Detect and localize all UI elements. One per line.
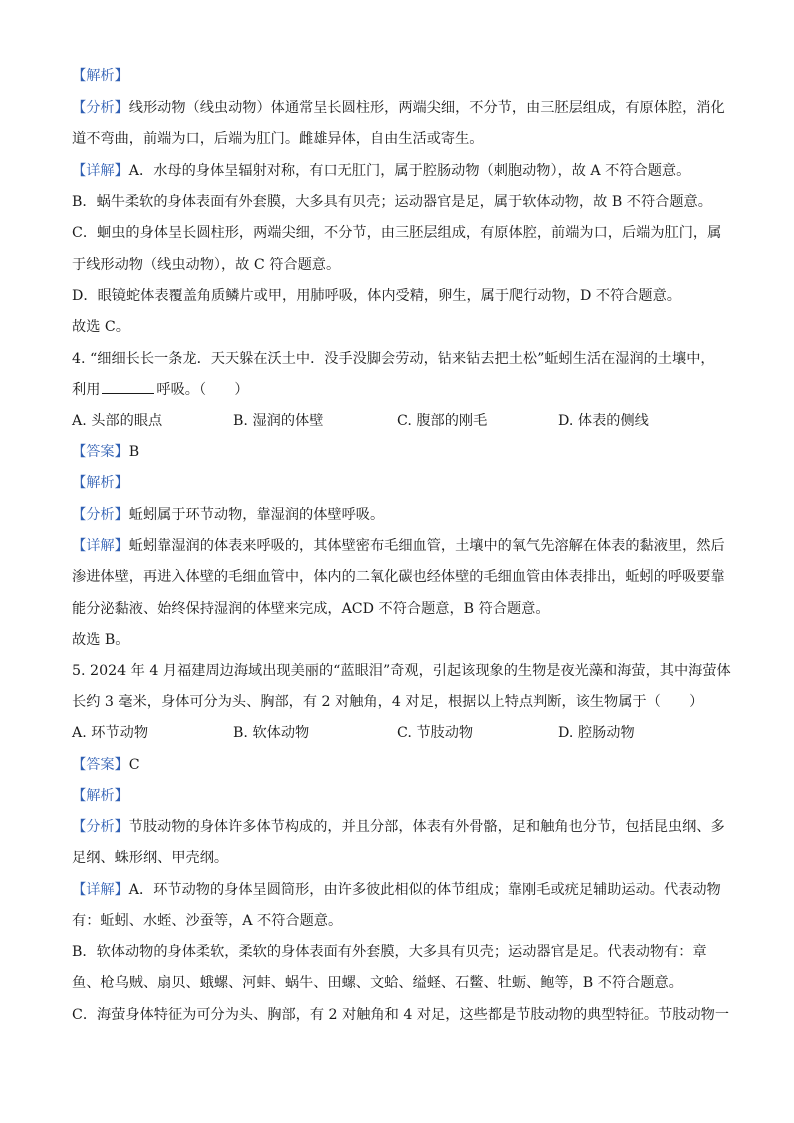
xiangjie-tag: 【详解】 bbox=[72, 163, 129, 179]
jiexi-tag: 【解析】 bbox=[72, 68, 129, 84]
q5-stem-line-2: 长约 3 毫米，身体可分为头、胸部，有 2 对触角，4 对足，根据以上特点判断，该生物属于（ ） bbox=[72, 694, 704, 710]
q5-option-b-explanation-1: B．软体动物的身体柔软，柔软的身体表面有外套膜，大多具有贝壳；运动器官是足。代表动物有：章 bbox=[72, 944, 707, 960]
jiexi-tag: 【解析】 bbox=[72, 475, 129, 491]
q5-option-b: B. 软体动物 bbox=[233, 725, 310, 741]
q5-fenxi-line-2: 足纲、蛛形纲、甲壳纲。 bbox=[72, 850, 229, 866]
answer-blank bbox=[102, 380, 154, 394]
q4-option-a: A. 头部的眼点 bbox=[72, 413, 163, 429]
q4-fenxi-text: 蚯蚓属于环节动物，靠湿润的体壁呼吸。 bbox=[128, 507, 385, 523]
q4-stem-prefix: 利用 bbox=[72, 382, 101, 398]
q4-option-d: D. 体表的侧线 bbox=[558, 413, 649, 429]
q5-option-c: C. 节肢动物 bbox=[397, 725, 474, 741]
xiangjie-tag: 【详解】 bbox=[72, 882, 129, 898]
q5-option-c-explanation-1: C．海萤身体特征为可分为头、胸部，有 2 对触角和 4 对足，这些都是节肢动物的典型特征。节肢动物一 bbox=[72, 1007, 730, 1023]
q5-fenxi-line-1 bbox=[72, 817, 725, 837]
fenxi-tag: 【分析】 bbox=[72, 507, 129, 523]
q4-stem-line-2 bbox=[72, 380, 722, 400]
q4-jiexi-heading bbox=[72, 473, 722, 493]
q5-option-d: D. 腔肠动物 bbox=[558, 725, 635, 741]
q3-option-c-explanation-1: C．蛔虫的身体呈长圆柱形，两端尖细，不分节，由三胚层组成，有原体腔，前端为口，后端为肛门，属 bbox=[72, 225, 722, 241]
q5-xiangjie-line-2: 有：蚯蚓、水蛭、沙蚕等，A 不符合题意。 bbox=[72, 913, 343, 929]
q3-conclusion: 故选 C。 bbox=[72, 319, 130, 335]
q5-option-a: A. 环节动物 bbox=[72, 725, 149, 741]
fenxi-tag: 【分析】 bbox=[72, 819, 129, 835]
q3-option-d-explanation: D．眼镜蛇体表覆盖角质鳞片或甲，用肺呼吸，体内受精，卵生，属于爬行动物，D 不符合题意。 bbox=[72, 288, 681, 304]
q4-xiangjie-line-2: 渗进体壁，再进入体壁的毛细血管中，体内的二氧化碳也经体壁的毛细血管由体表排出，蚯蚓的呼吸要靠 bbox=[72, 569, 725, 585]
q4-xiangjie-line-1 bbox=[72, 536, 725, 556]
q5-xiangjie-text-1: A．环节动物的身体呈圆筒形，由许多彼此相似的体节组成；靠刚毛或疣足辅助运动。代表动物 bbox=[128, 882, 721, 898]
q3-option-c-explanation-2: 于线形动物（线虫动物），故 C 符合题意。 bbox=[72, 257, 341, 273]
q5-answer bbox=[72, 755, 722, 775]
q3-jiexi-heading bbox=[72, 66, 722, 86]
xiangjie-tag: 【详解】 bbox=[72, 538, 129, 554]
q4-stem-line-1: 4. “细细长长一条龙．天天躲在沃土中．没手没脚会劳动，钻来钻去把土松”蚯蚓生活在湿润的土壤中， bbox=[72, 351, 715, 367]
daan-tag: 【答案】 bbox=[72, 444, 129, 460]
q3-option-b-explanation: B．蜗牛柔软的身体表面有外套膜，大多具有贝壳；运动器官是足，属于软体动物，故 B 不符合题意。 bbox=[72, 194, 712, 210]
jiexi-tag: 【解析】 bbox=[72, 788, 129, 804]
q4-option-c: C. 腹部的刚毛 bbox=[397, 413, 488, 429]
q4-xiangjie-text-1: 蚯蚓靠湿润的体表来呼吸的，其体壁密布毛细血管，土壤中的氧气先溶解在体表的黏液里，然后 bbox=[128, 538, 725, 554]
fenxi-tag: 【分析】 bbox=[72, 100, 129, 116]
daan-tag: 【答案】 bbox=[72, 757, 129, 773]
q3-fenxi-line-1 bbox=[72, 98, 725, 118]
q5-option-b-explanation-2: 鱼、枪乌贼、扇贝、蛾螺、河蚌、蜗牛、田螺、文蛤、缢蛏、石鳖、牡蛎、鲍等，B 不符合题意。 bbox=[72, 975, 683, 991]
q4-xiangjie-line-3: 能分泌黏液、始终保持湿润的体壁来完成，ACD 不符合题意，B 符合题意。 bbox=[72, 601, 550, 617]
q4-conclusion: 故选 B。 bbox=[72, 632, 130, 648]
q4-fenxi-line bbox=[72, 505, 722, 525]
q5-xiangjie-line-1 bbox=[72, 880, 722, 900]
q3-fenxi-text-1: 线形动物（线虫动物）体通常呈长圆柱形，两端尖细，不分节，由三胚层组成，有原体腔，消化 bbox=[128, 100, 725, 116]
q4-answer-value: B bbox=[128, 444, 140, 460]
q4-stem-suffix: 呼吸。（ ） bbox=[156, 382, 249, 398]
q3-xiangjie-line-1 bbox=[72, 161, 722, 181]
q5-fenxi-text-1: 节肢动物的身体许多体节构成的，并且分部，体表有外骨骼，足和触角也分节，包括昆虫纲、多 bbox=[128, 819, 725, 835]
q4-option-b: B. 湿润的体壁 bbox=[233, 413, 324, 429]
q5-jiexi-heading bbox=[72, 786, 722, 806]
q3-xiangjie-text-1: A．水母的身体呈辐射对称，有口无肛门，属于腔肠动物（刺胞动物），故 A 不符合题意。 bbox=[128, 163, 691, 179]
q5-answer-value: C bbox=[128, 757, 140, 773]
q3-fenxi-line-2: 道不弯曲，前端为口，后端为肛门。雌雄异体，自由生活或寄生。 bbox=[72, 131, 484, 147]
q5-stem-line-1: 5. 2024 年 4 月福建周边海域出现美丽的“蓝眼泪”奇观，引起该现象的生物是夜光藻和海萤，其中海萤体 bbox=[72, 663, 731, 679]
q4-answer bbox=[72, 442, 722, 462]
